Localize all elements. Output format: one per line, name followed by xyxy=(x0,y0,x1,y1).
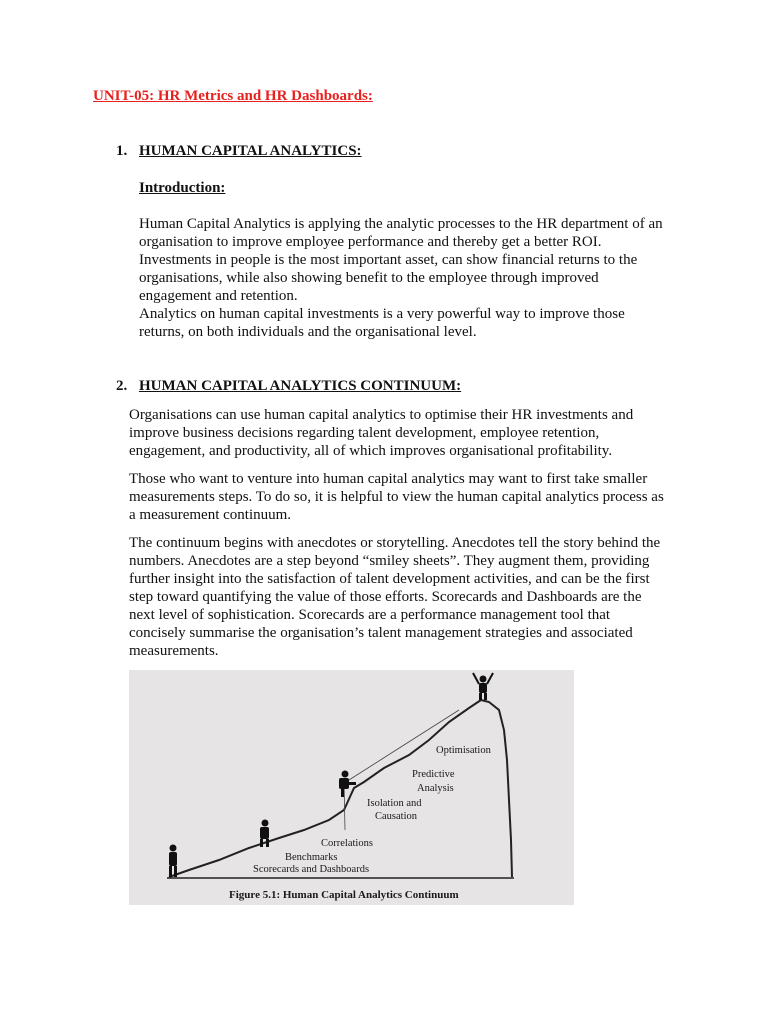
section1-paragraph2: Analytics on human capital investments is a very powerful way to improve those returns, on both individuals and the organisational level. xyxy=(139,306,625,340)
section1-title: HUMAN CAPITAL ANALYTICS: xyxy=(139,143,362,159)
section2-heading xyxy=(116,378,676,395)
section2-paragraph3: The continuum begins with anecdotes or storytelling. Anecdotes tell the story behind the numbers. Anecdotes are a step beyond “smiley sheets”. They augment them, providing further insight into the satisfaction of talent development activities, and can be the first step toward quantifying the value of those efforts. Scorecards and Dashboards are the next level of sophistication. Scorecards are a performance management tool that concisely summarise the organisation’s talent management strategies and associated measurements. xyxy=(129,535,661,659)
label-predictive: Predictive xyxy=(412,769,455,780)
introduction-heading: Introduction: xyxy=(139,180,226,196)
figure-caption: Figure 5.1: Human Capital Analytics Continuum xyxy=(229,889,459,901)
label-correlations: Correlations xyxy=(321,838,373,849)
section1-number: 1. xyxy=(116,143,128,159)
climber-bottom-figure xyxy=(169,845,177,878)
climber-summit-figure xyxy=(473,673,493,700)
section1-body xyxy=(139,215,669,341)
label-analysis: Analysis xyxy=(417,783,454,794)
continuum-figure xyxy=(129,670,574,905)
section2-paragraph1: Organisations can use human capital analytics to optimise their HR investments and improve business decisions regarding talent development, employee retention, engagement, and productivity, all of which improves organisational profitability. xyxy=(129,407,634,459)
section1-heading xyxy=(116,143,676,160)
section1-paragraph: Human Capital Analytics is applying the analytic processes to the HR department of an organisation to improve employee performance and thereby get a better ROI. Investments in people is the most important asset, can show financial returns to the organisations, while also showing benefit to the employee through improved engagement and retention. xyxy=(139,216,663,304)
section2-number: 2. xyxy=(116,378,128,394)
label-scorecards: Scorecards and Dashboards xyxy=(253,864,370,875)
label-optimisation: Optimisation xyxy=(436,745,491,756)
label-isolation: Isolation and xyxy=(367,798,422,809)
label-benchmarks: Benchmarks xyxy=(285,852,338,863)
climber-rope-figure xyxy=(339,771,356,798)
label-causation: Causation xyxy=(375,811,417,822)
continuum-illustration xyxy=(129,670,574,905)
unit-title: UNIT-05: HR Metrics and HR Dashboards: xyxy=(93,88,373,104)
section2-title: HUMAN CAPITAL ANALYTICS CONTINUUM: xyxy=(139,378,462,394)
section2-paragraph2: Those who want to venture into human capital analytics may want to first take smaller measurements steps. To do so, it is helpful to view the human capital analytics process as a measurement continuum. xyxy=(129,471,664,523)
